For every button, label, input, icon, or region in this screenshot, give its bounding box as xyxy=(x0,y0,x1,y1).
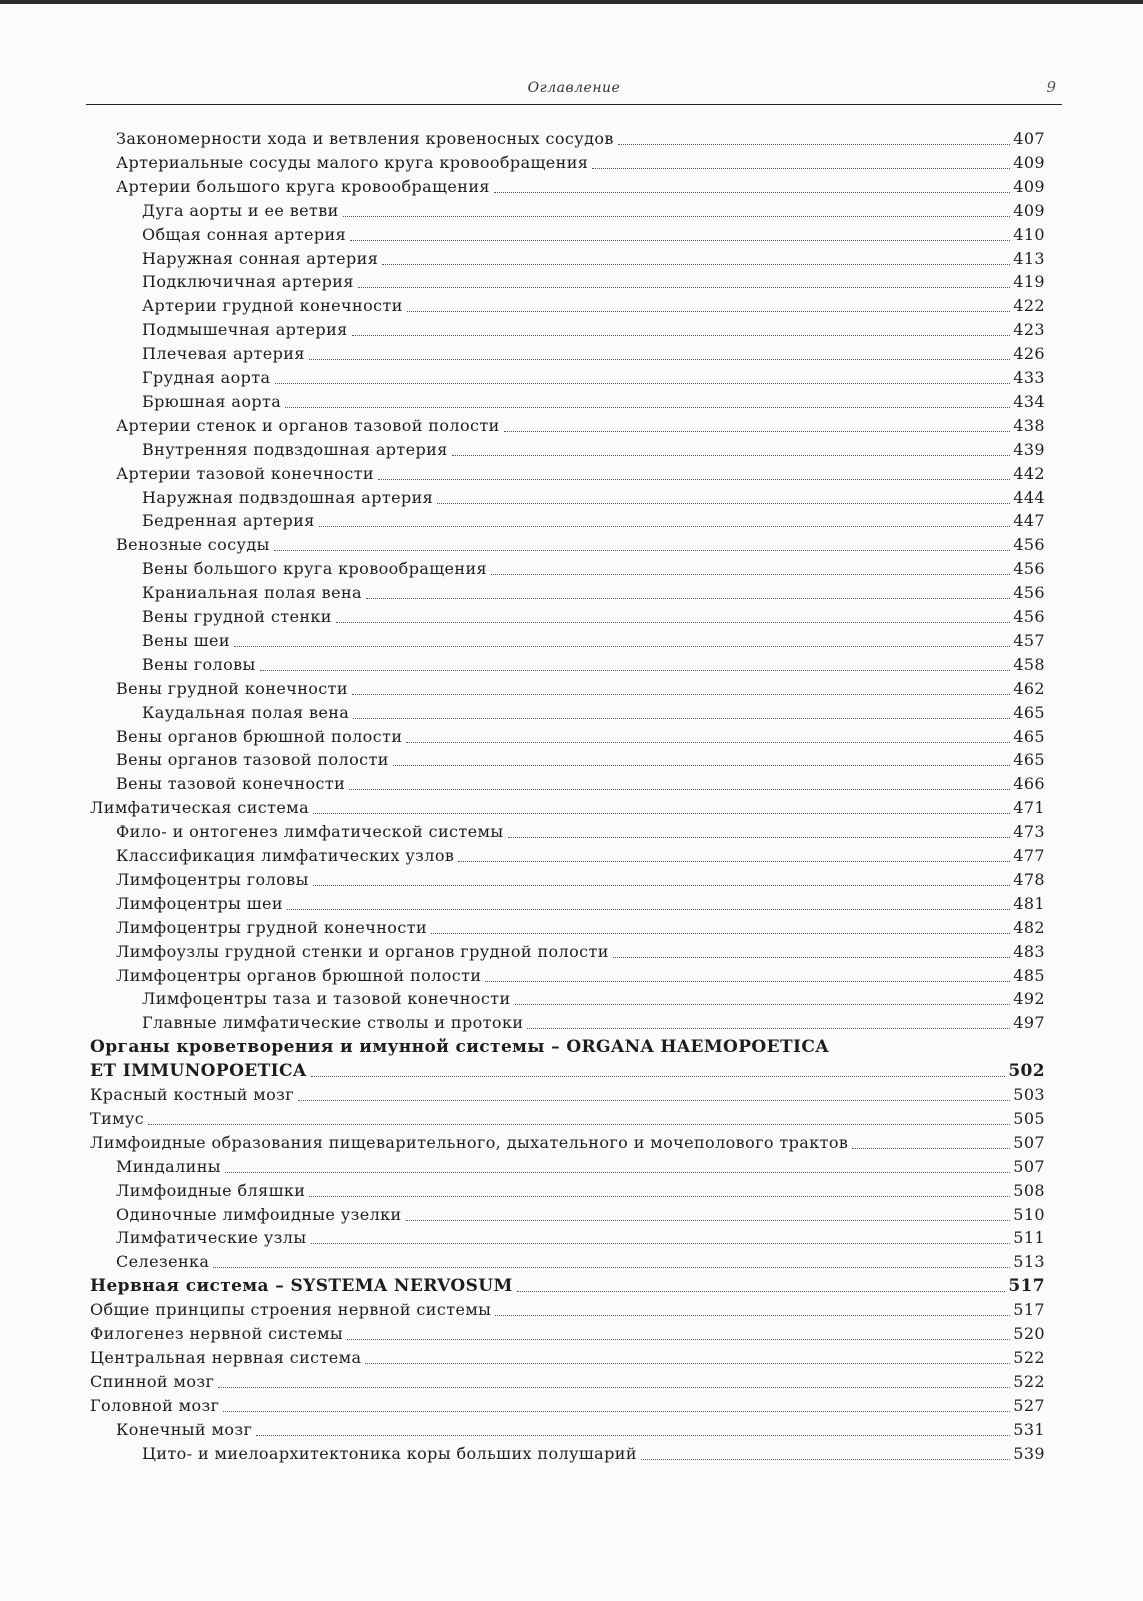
toc-entry-title: Филогенез нервной системы xyxy=(90,1324,344,1343)
toc-entry-title: Лимфоцентры таза и тазовой конечности xyxy=(142,989,511,1009)
toc-entry-title: Каудальная полая вена xyxy=(142,702,350,722)
toc-entry-title: Вены грудной конечности xyxy=(116,678,348,698)
toc-entry-page: 531 xyxy=(1013,1419,1045,1439)
toc-entry[interactable] xyxy=(142,987,1045,1011)
toc-entry-page: 422 xyxy=(1013,296,1045,316)
dot-leader xyxy=(641,1459,1010,1460)
toc-entry-page: 409 xyxy=(1013,200,1045,220)
dot-leader xyxy=(485,981,1010,982)
toc-entry-title: Наружная подвздошная артерия xyxy=(142,487,434,507)
dot-leader xyxy=(504,431,1011,432)
toc-entry-page: 434 xyxy=(1013,391,1045,411)
toc-entry[interactable] xyxy=(116,820,1045,844)
toc-entry-title: Фило- и онтогенез лимфатической системы xyxy=(116,822,504,842)
dot-leader xyxy=(352,694,1010,695)
toc-entry[interactable] xyxy=(116,964,1045,988)
dot-leader xyxy=(347,1339,1010,1340)
toc-entry-title: Лимфоидные бляшки xyxy=(116,1180,306,1200)
toc-entry-page: 407 xyxy=(1013,129,1045,148)
toc-entry-title: Лимфоузлы грудной стенки и органов грудной полости xyxy=(116,941,609,961)
toc-entry[interactable] xyxy=(90,1083,1045,1107)
toc-entry-page: 423 xyxy=(1013,320,1045,340)
toc-entry-page: 503 xyxy=(1013,1085,1045,1104)
toc-entry[interactable] xyxy=(142,605,1045,629)
toc-entry-page: 492 xyxy=(1013,989,1045,1009)
toc-entry-title: Внутренняя подвздошная артерия xyxy=(142,439,448,459)
toc-entry[interactable] xyxy=(142,247,1045,271)
toc-entry[interactable] xyxy=(116,151,1045,175)
running-header-title: Оглавление xyxy=(527,80,621,96)
toc-entry-title: Лимфатическая система xyxy=(90,798,310,818)
toc-entry[interactable] xyxy=(116,1226,1045,1250)
toc-entry-title: Конечный мозг xyxy=(116,1419,253,1439)
toc-entry[interactable] xyxy=(116,1203,1045,1227)
dot-leader xyxy=(431,933,1010,934)
toc-entry-page: 510 xyxy=(1013,1204,1045,1224)
toc-entry[interactable] xyxy=(116,1155,1045,1179)
dot-leader xyxy=(613,957,1010,958)
toc-entry[interactable] xyxy=(90,1059,1045,1083)
toc-entry-page: 419 xyxy=(1013,272,1045,292)
dot-leader xyxy=(495,1315,1010,1316)
dot-leader xyxy=(148,1124,1010,1125)
toc-entry[interactable] xyxy=(142,629,1045,653)
toc-entry-page: 426 xyxy=(1013,344,1045,364)
toc-entry-title: Дуга аорты и ее ветви xyxy=(142,200,339,220)
toc-entry-title: Артерии тазовой конечности xyxy=(116,463,374,483)
dot-leader xyxy=(517,1291,1006,1292)
toc-entry[interactable] xyxy=(142,342,1045,366)
toc-entry-page: 433 xyxy=(1013,368,1045,387)
toc-entry-title: Плечевая артерия xyxy=(142,344,305,364)
toc-entry[interactable] xyxy=(116,844,1045,868)
toc-entry-title: Лимфоидные образования пищеварительного, дыхательного и мочеполового трактов xyxy=(90,1132,849,1152)
toc-entry-page: 507 xyxy=(1013,1156,1045,1176)
dot-leader xyxy=(365,1363,1010,1364)
dot-leader xyxy=(309,1196,1010,1197)
toc-entry[interactable] xyxy=(142,294,1045,318)
toc-entry-title: ET IMMUNOPOETICA xyxy=(90,1061,307,1082)
dot-leader xyxy=(407,311,1010,312)
toc-entry[interactable] xyxy=(142,1011,1045,1035)
toc-entry-page: 409 xyxy=(1013,176,1045,196)
toc-entry-page: 507 xyxy=(1013,1132,1045,1152)
toc-entry-title: Вены шеи xyxy=(142,630,230,650)
toc-entry-page: 517 xyxy=(1013,1300,1045,1320)
dot-leader xyxy=(274,550,1010,551)
dot-leader xyxy=(452,455,1011,456)
toc-entry-page: 457 xyxy=(1013,630,1045,650)
toc-entry-page: 502 xyxy=(1008,1061,1045,1082)
toc-entry-page: 456 xyxy=(1013,535,1045,555)
toc-entry[interactable] xyxy=(90,1370,1045,1394)
toc-entry-title: Подключичная артерия xyxy=(142,272,354,292)
toc-entry-page: 481 xyxy=(1013,893,1045,913)
toc-entry-page: 477 xyxy=(1013,846,1045,865)
toc-entry-title: Венозные сосуды xyxy=(116,535,270,555)
toc-entry[interactable] xyxy=(116,414,1045,438)
toc-entry-page: 471 xyxy=(1013,798,1045,818)
toc-entry-page: 439 xyxy=(1013,439,1045,459)
dot-leader xyxy=(311,1076,1006,1077)
toc-entry-page: 409 xyxy=(1013,152,1045,172)
toc-entry[interactable] xyxy=(142,438,1045,462)
toc-entry[interactable] xyxy=(90,1298,1045,1322)
dot-leader xyxy=(349,789,1010,790)
toc-entry-title: Лимфоцентры органов брюшной полости xyxy=(116,965,482,985)
toc-entry[interactable] xyxy=(142,318,1045,342)
toc-entry-page: 438 xyxy=(1013,415,1045,435)
toc-entry-title: Красный костный мозг xyxy=(90,1085,295,1104)
toc-entry-title: Наружная сонная артерия xyxy=(142,248,379,268)
dot-leader xyxy=(223,1411,1010,1412)
dot-leader xyxy=(491,574,1010,575)
toc-entry-title: Центральная нервная система xyxy=(90,1347,362,1367)
toc-entry-page: 444 xyxy=(1013,487,1045,507)
toc-entry[interactable] xyxy=(142,1442,1045,1466)
toc-entry-title: Вены большого круга кровообращения xyxy=(142,559,488,579)
dot-leader xyxy=(353,718,1010,719)
toc-entry-page: 485 xyxy=(1013,965,1045,985)
toc-entry-page: 478 xyxy=(1013,869,1045,889)
toc-entry-page: 462 xyxy=(1013,678,1045,698)
dot-leader xyxy=(406,1220,1011,1221)
toc-entry[interactable] xyxy=(116,940,1045,964)
dot-leader xyxy=(285,407,1010,408)
dot-leader xyxy=(218,1387,1010,1388)
toc-entry[interactable] xyxy=(142,509,1045,533)
dot-leader xyxy=(592,168,1010,169)
header-rule xyxy=(86,104,1062,105)
toc-entry-title: Общие принципы строения нервной системы xyxy=(90,1300,492,1320)
toc-entry-page: 505 xyxy=(1013,1108,1045,1128)
dot-leader xyxy=(494,192,1010,193)
dot-leader xyxy=(382,264,1010,265)
dot-leader xyxy=(458,861,1010,862)
toc-entry-page: 456 xyxy=(1013,607,1045,626)
dot-leader xyxy=(256,1435,1010,1436)
toc-entry[interactable] xyxy=(116,175,1045,199)
dot-leader xyxy=(234,646,1010,647)
toc-entry-page: 527 xyxy=(1013,1395,1045,1415)
running-header xyxy=(86,78,1062,104)
toc-entry-title: Артерии грудной конечности xyxy=(142,296,403,316)
toc-entry-title: Спинной мозг xyxy=(90,1371,215,1391)
toc-entry-title: Артериальные сосуды малого круга кровообращения xyxy=(116,152,589,172)
dot-leader xyxy=(313,885,1011,886)
toc-entry-title: Лимфоцентры шеи xyxy=(116,893,283,913)
toc-entry-title: Нервная система – SYSTEMA NERVOSUM xyxy=(90,1276,513,1297)
dot-leader xyxy=(225,1172,1010,1173)
toc-entry[interactable] xyxy=(116,748,1045,772)
toc-entry-title: Головной мозг xyxy=(90,1395,220,1415)
toc-entry[interactable] xyxy=(90,1107,1045,1131)
toc-entry-page: 513 xyxy=(1013,1252,1045,1272)
toc-entry-page: 456 xyxy=(1013,559,1045,579)
toc-entry-page: 413 xyxy=(1013,248,1045,268)
toc-entry-page: 522 xyxy=(1013,1347,1045,1367)
toc-entry-title: Одиночные лимфоидные узелки xyxy=(116,1204,402,1224)
toc-entry-title: Лимфоцентры грудной конечности xyxy=(116,917,428,937)
dot-leader xyxy=(378,479,1010,480)
dot-leader xyxy=(319,526,1011,527)
toc-entry[interactable] xyxy=(116,533,1045,557)
dot-leader xyxy=(275,383,1011,384)
dot-leader xyxy=(352,335,1011,336)
dot-leader xyxy=(313,813,1010,814)
toc-entry[interactable] xyxy=(142,557,1045,581)
toc-entry-title: Краниальная полая вена xyxy=(142,583,362,603)
toc-entry-title: Селезенка xyxy=(116,1252,210,1272)
dot-leader xyxy=(336,622,1010,623)
toc-entry[interactable] xyxy=(90,1346,1045,1370)
toc-entry-title: Артерии стенок и органов тазовой полости xyxy=(116,415,500,435)
toc-entry-title: Артерии большого круга кровообращения xyxy=(116,176,490,196)
toc-entry-page: 522 xyxy=(1013,1371,1045,1391)
dot-leader xyxy=(260,670,1011,671)
dot-leader xyxy=(618,144,1010,145)
toc-entry-page: 511 xyxy=(1013,1228,1045,1248)
dot-leader xyxy=(311,1243,1011,1244)
toc-entry[interactable] xyxy=(142,701,1045,725)
toc-entry[interactable] xyxy=(116,725,1045,749)
dot-leader xyxy=(406,742,1010,743)
toc-entry-page: 410 xyxy=(1013,224,1045,244)
dot-leader xyxy=(358,287,1010,288)
toc-entry-page: 458 xyxy=(1013,654,1045,674)
toc-entry-title: Грудная аорта xyxy=(142,368,271,387)
dot-leader xyxy=(350,240,1010,241)
dot-leader xyxy=(287,909,1010,910)
toc-entry-title: Вены органов брюшной полости xyxy=(116,726,403,746)
toc-entry[interactable] xyxy=(142,486,1045,510)
toc-entry-page: 465 xyxy=(1013,702,1045,722)
toc-entry[interactable] xyxy=(116,916,1045,940)
toc-entry[interactable] xyxy=(116,677,1045,701)
toc-entry-title: Вены органов тазовой полости xyxy=(116,750,389,770)
toc-entry[interactable] xyxy=(142,223,1045,247)
toc-entry[interactable] xyxy=(116,1418,1045,1442)
toc-entry-title: Вены грудной стенки xyxy=(142,607,332,626)
toc-entry-page: 465 xyxy=(1013,726,1045,746)
toc-entry[interactable] xyxy=(116,1179,1045,1203)
toc-entry-page: 447 xyxy=(1013,511,1045,531)
toc-entry-title: Миндалины xyxy=(116,1156,221,1176)
toc-entry-page: 473 xyxy=(1013,822,1045,842)
toc-entry-title: Вены тазовой конечности xyxy=(116,774,346,794)
toc-entry[interactable] xyxy=(90,1322,1045,1346)
toc-entry[interactable] xyxy=(116,462,1045,486)
toc-entry-page: 539 xyxy=(1013,1443,1045,1463)
toc-entry-title: Цито- и миелоархитектоника коры больших полушарий xyxy=(142,1443,637,1463)
toc-entry-title: Закономерности хода и ветвления кровеносных сосудов xyxy=(116,129,614,148)
dot-leader xyxy=(508,837,1011,838)
toc-entry-page: 456 xyxy=(1013,583,1045,603)
toc-entry-title: Тимус xyxy=(90,1108,145,1128)
toc-entry-page: 442 xyxy=(1013,463,1045,483)
toc-entry[interactable] xyxy=(116,892,1045,916)
toc-entry[interactable] xyxy=(142,270,1045,294)
dot-leader xyxy=(298,1100,1010,1101)
toc-entry[interactable] xyxy=(116,1250,1045,1274)
toc-entry-title: Брюшная аорта xyxy=(142,391,282,411)
toc-entry-title: Лимфоцентры головы xyxy=(116,869,309,889)
toc-entry-title: Бедренная артерия xyxy=(142,511,315,531)
toc-entry-title: Классификация лимфатических узлов xyxy=(116,846,455,865)
toc-entry[interactable] xyxy=(142,581,1045,605)
toc-entry[interactable] xyxy=(142,653,1045,677)
toc-entry[interactable] xyxy=(90,1274,1045,1298)
scan-edge xyxy=(0,0,1143,4)
toc-entry-title: Вены головы xyxy=(142,654,256,674)
toc-entry-title: Главные лимфатические стволы и протоки xyxy=(142,1013,524,1033)
toc-entry-page: 508 xyxy=(1013,1180,1045,1200)
dot-leader xyxy=(527,1028,1010,1029)
dot-leader xyxy=(213,1267,1010,1268)
toc-entry-page: 482 xyxy=(1013,917,1045,937)
toc-entry[interactable] xyxy=(116,868,1045,892)
toc-entry-page: 517 xyxy=(1008,1276,1045,1297)
toc-entry-title: Подмышечная артерия xyxy=(142,320,348,340)
toc-entry-page: 520 xyxy=(1013,1324,1045,1343)
toc-entry[interactable] xyxy=(142,366,1045,390)
toc-entry[interactable] xyxy=(90,1394,1045,1418)
toc-entry-page: 497 xyxy=(1013,1013,1045,1033)
toc-entry-page: 466 xyxy=(1013,774,1045,794)
dot-leader xyxy=(309,359,1010,360)
dot-leader xyxy=(366,598,1010,599)
dot-leader xyxy=(343,216,1011,217)
dot-leader xyxy=(393,765,1010,766)
dot-leader xyxy=(852,1148,1010,1149)
toc-entry-title: Общая сонная артерия xyxy=(142,224,347,244)
toc-entry[interactable] xyxy=(116,127,1045,151)
toc-entry[interactable] xyxy=(142,199,1045,223)
toc-entry[interactable] xyxy=(116,772,1045,796)
toc-heading-line: Органы кроветворения и имунной системы – ORGANA HAEMOPOETICA xyxy=(90,1037,829,1058)
toc-entry[interactable] xyxy=(90,796,1045,820)
toc-entry[interactable] xyxy=(142,390,1045,414)
dot-leader xyxy=(437,503,1010,504)
toc-entry[interactable] xyxy=(90,1131,1045,1155)
toc-entry-page: 465 xyxy=(1013,750,1045,770)
page-number: 9 xyxy=(1046,78,1056,96)
dot-leader xyxy=(515,1004,1011,1005)
toc-entry-page: 483 xyxy=(1013,941,1045,961)
toc-entry-title: Лимфатические узлы xyxy=(116,1228,307,1248)
